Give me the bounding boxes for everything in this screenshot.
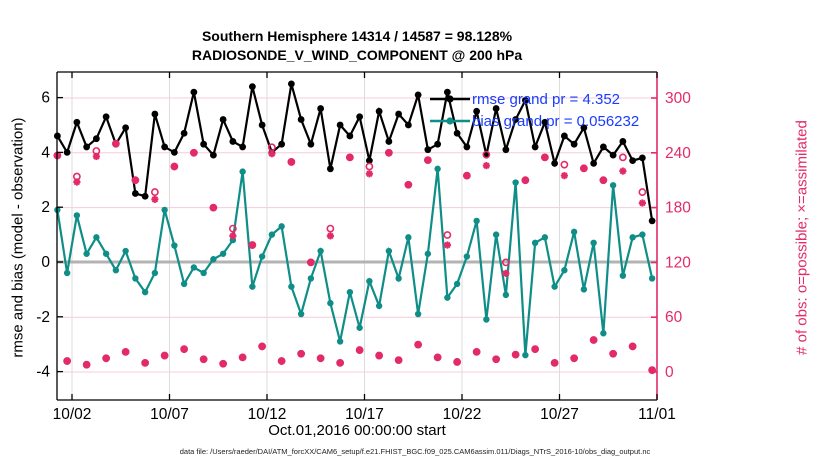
legend	[428, 88, 639, 132]
svg-text:180: 180	[665, 199, 691, 217]
chart-title: Southern Hemisphere 14314 / 14587 = 98.128%	[201, 28, 513, 44]
svg-text:-2: -2	[36, 308, 50, 326]
legend-entry-rmse	[428, 88, 639, 110]
assimilated-obs-markers	[54, 140, 656, 374]
left-axis-label: rmse and bias (model - observation)	[9, 117, 27, 358]
svg-text:11/01: 11/01	[638, 406, 676, 423]
rmse-line-sample-icon	[428, 88, 472, 110]
svg-text:10/07: 10/07	[150, 406, 189, 423]
svg-text:240: 240	[665, 144, 691, 162]
svg-text:6: 6	[41, 89, 50, 107]
svg-text:10/02: 10/02	[52, 406, 92, 423]
chart-subtitle: RADIOSONDE_V_WIND_COMPONENT @ 200 hPa	[191, 47, 523, 63]
svg-text:4: 4	[41, 144, 50, 162]
legend-label-rmse: rmse grand pr = 4.352	[472, 90, 621, 108]
legend-label-bias: bias grand pr = 0.056232	[472, 112, 640, 130]
svg-text:10/17: 10/17	[345, 406, 384, 423]
svg-text:300: 300	[665, 90, 691, 107]
svg-text:120: 120	[665, 254, 691, 272]
svg-text:-4: -4	[36, 363, 50, 381]
right-axis-label: # of obs: o=possible; ×=assimilated	[793, 120, 811, 355]
svg-text:2: 2	[41, 199, 50, 217]
bias-line-sample-icon	[428, 110, 472, 132]
svg-text:0: 0	[665, 364, 674, 381]
legend-entry-bias	[428, 110, 639, 132]
svg-text:10/22: 10/22	[442, 406, 482, 423]
svg-text:10/27: 10/27	[540, 406, 579, 423]
data-file-caption: data file: /Users/raeder/DAI/ATM_forcXX/CAM6_setup/f.e21.FHIST_BGC.f09_025.CAM6assim.011/Diags_NTrS_2016-10/obs_diag_output.nc	[179, 447, 651, 456]
svg-text:0: 0	[41, 254, 50, 271]
x-axis-label: Oct.01,2016 00:00:00 start	[268, 422, 446, 439]
svg-text:10/12: 10/12	[247, 406, 287, 423]
svg-text:60: 60	[665, 309, 683, 327]
